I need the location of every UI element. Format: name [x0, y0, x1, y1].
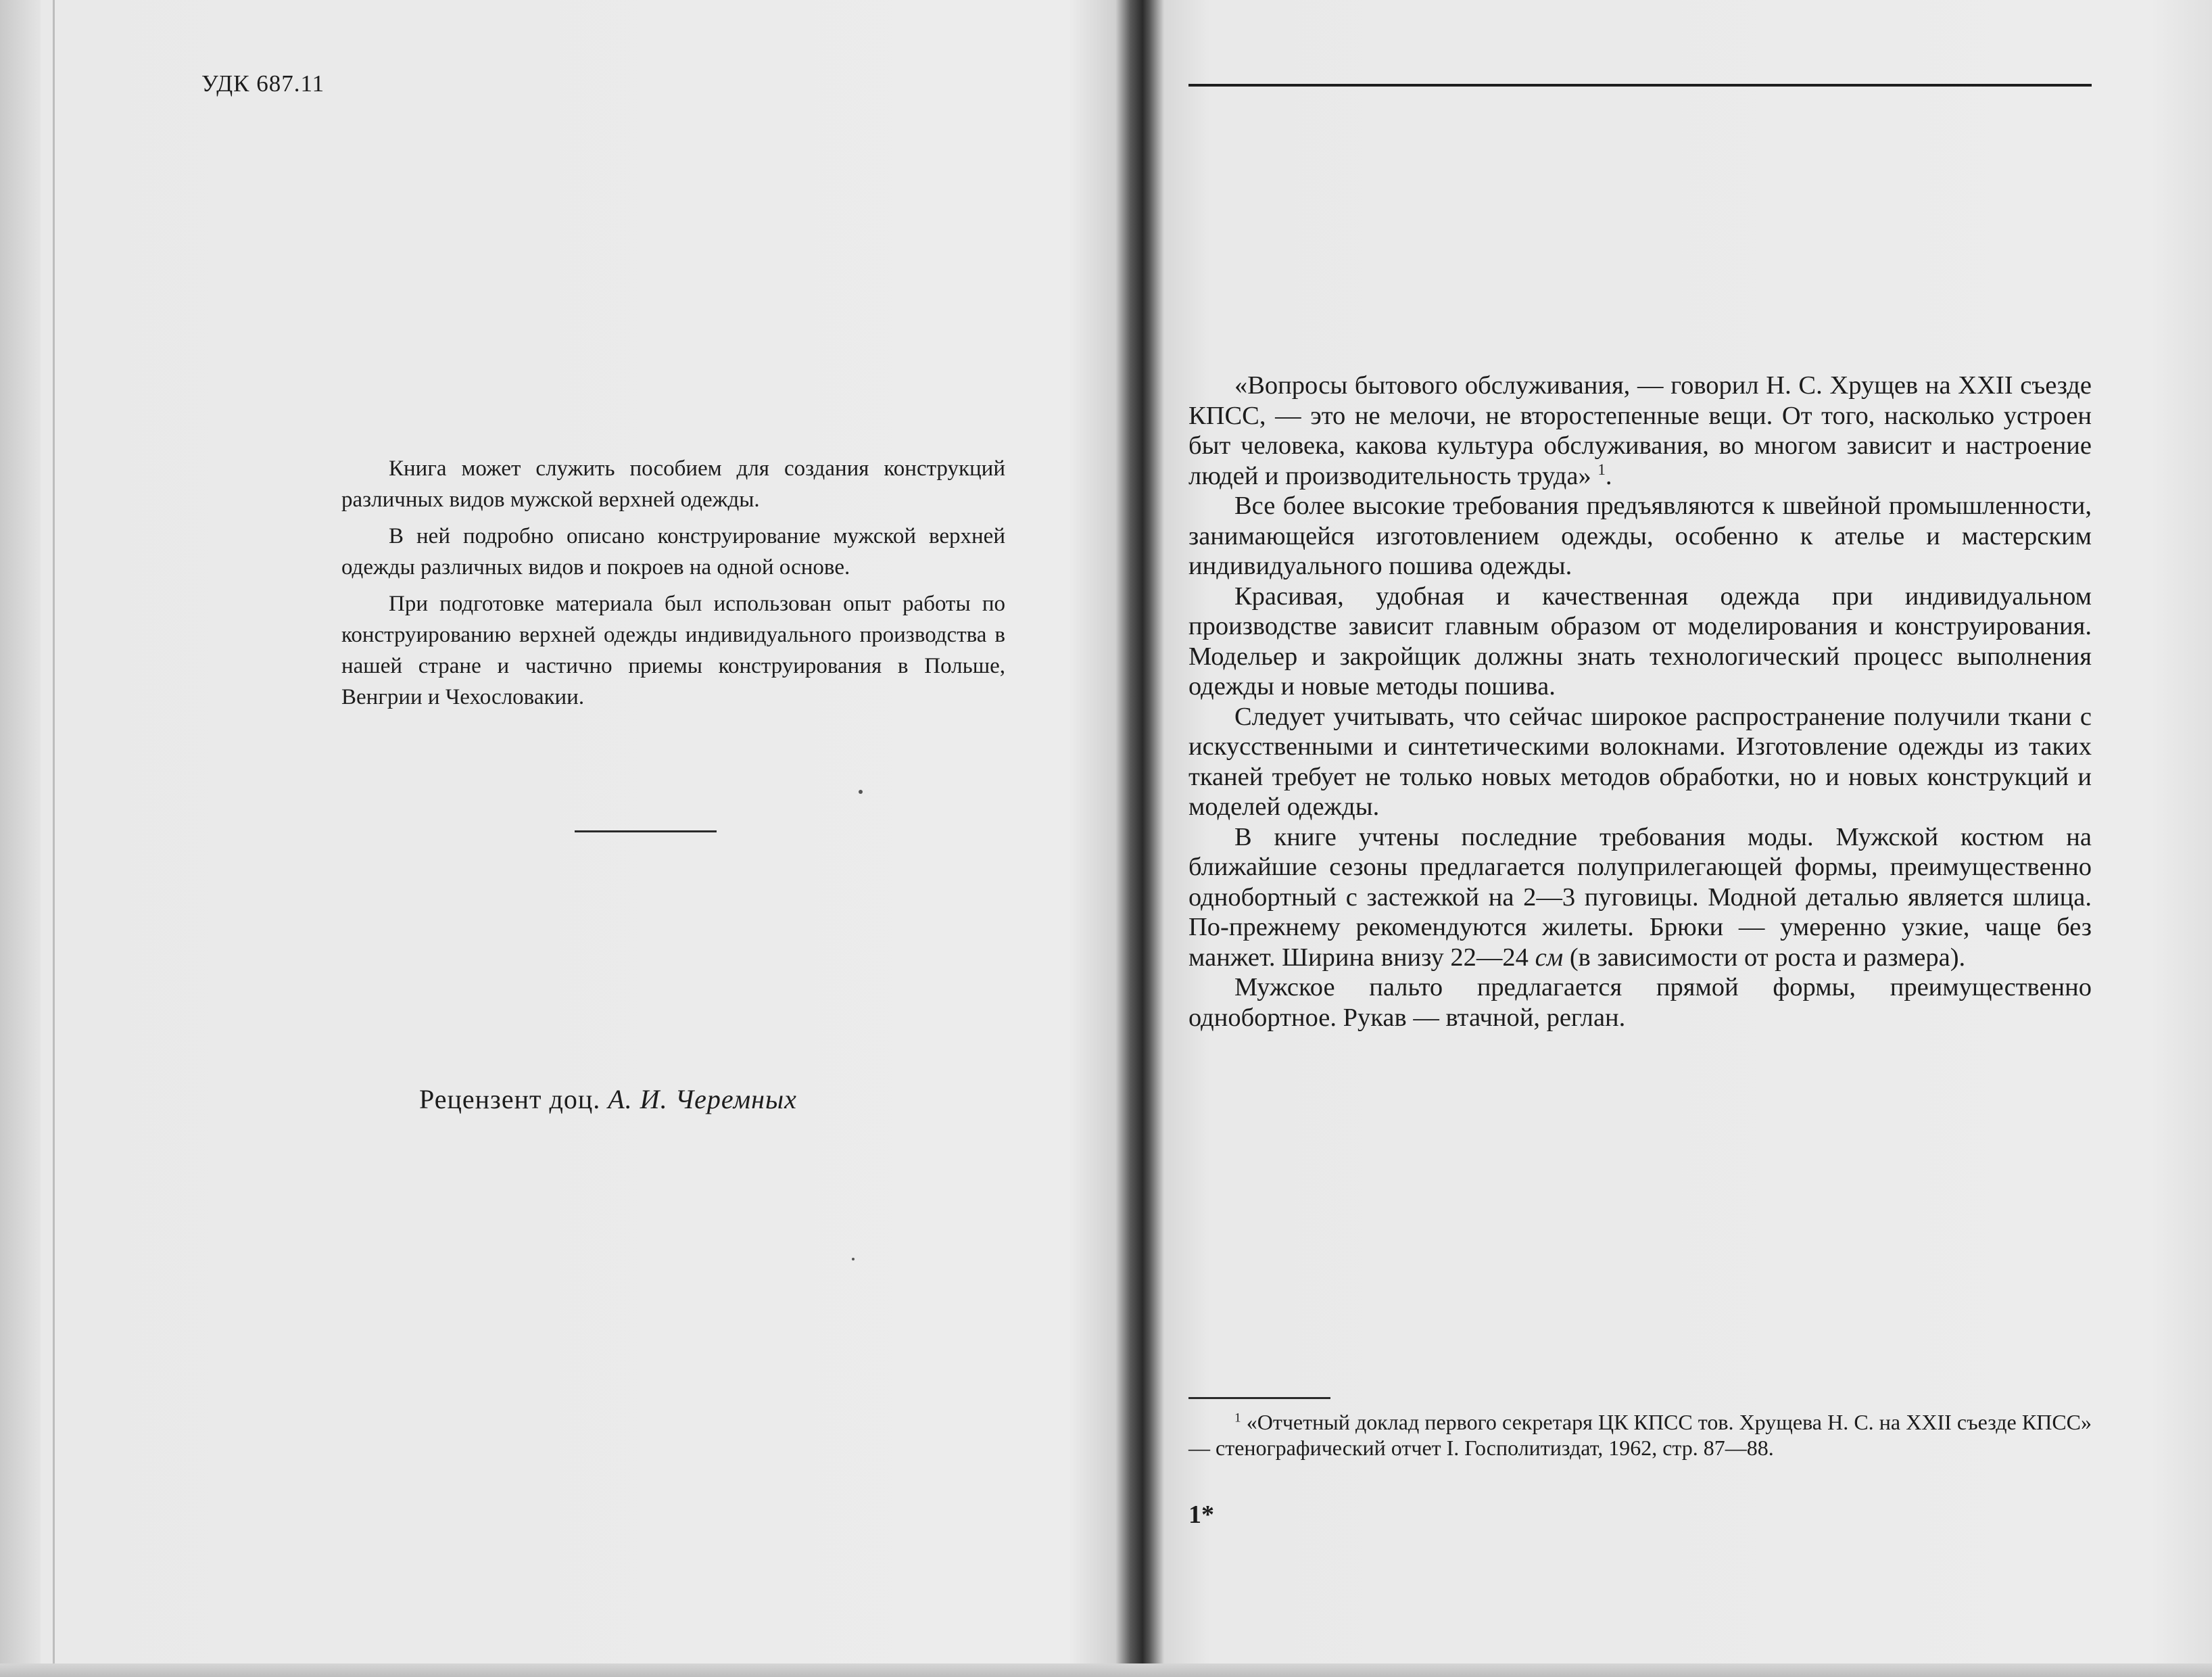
preface-text — [1188, 371, 2092, 1033]
header-rule — [1188, 84, 2092, 87]
page-bottom-edge — [0, 1663, 2212, 1677]
footnote-ref[interactable]: 1 — [1597, 460, 1606, 478]
reviewer-name: А. И. Черемных — [608, 1084, 797, 1114]
unit-cm: см — [1535, 943, 1564, 972]
reviewer-label: Рецензент доц. — [419, 1084, 601, 1114]
annotation-paragraph: При подготовке материала был использован опыт работы по конструированию верхней одежды индивидуального производства в нашей стране и частично приемы конструирования в Польше, Венгрии и Чехословакии. — [341, 592, 1005, 709]
footnote-marker: 1 — [1234, 1411, 1241, 1425]
footnote-text — [1188, 1409, 2092, 1461]
signature-mark: 1* — [1188, 1501, 1214, 1529]
quote-text: «Вопросы бытового обслуживания, — говорил Н. С. Хрущев на XXII съезде КПСС, — это не мелочи, не второстепенные вещи. От того, насколько устроен быт человека, какова культура обслуживания, во многом зависит и настроение людей и производительность труда» — [1188, 371, 2092, 490]
fashion-text-tail: (в зависимости от роста и размера). — [1569, 943, 1966, 972]
book-annotation — [341, 453, 1005, 718]
annotation-divider — [575, 830, 717, 832]
print-speck — [859, 790, 863, 794]
preface-paragraph — [1188, 822, 2092, 973]
reviewer-line — [419, 1083, 960, 1115]
annotation-paragraph: Книга может служить пособием для создания конструкций различных видов мужской верхней одежды. — [341, 456, 1005, 512]
footnote — [1188, 1409, 2092, 1461]
page-edge-left — [0, 0, 41, 1677]
print-speck — [852, 1258, 855, 1260]
annotation-paragraph: В ней подробно описано конструирование мужской верхней одежды различных видов и покроев на одной основе. — [341, 524, 1005, 580]
footnote-body: «Отчетный доклад первого секретаря ЦК КПСС тов. Хрущева Н. С. на XXII съезде КПСС» — стенографический отчет I. Госполитиздат, 1962, стр. 87—88. — [1188, 1410, 2092, 1460]
preface-paragraph: Красивая, удобная и качественная одежда при индивидуальном производстве зависит главным образом от моделирования и конструирования. Модельер и закройщик должны знать технологический процесс выполнения одежды и новые методы пошива. — [1188, 582, 2092, 701]
footnote-rule — [1188, 1397, 1330, 1399]
left-page — [54, 0, 1115, 1677]
preface-paragraph: «Вопросы бытового обслуживания, — говорил Н. С. Хрущев на XXII съезде КПСС, — это не мелочи, не второстепенные вещи. От того, насколько устроен быт человека, какова культура обслуживания, во многом зависит и настроение людей и производительность труда» $^1$. — [1188, 371, 2092, 490]
right-page — [1163, 0, 2212, 1677]
udk-code: УДК 687.11 — [201, 70, 325, 97]
preface-paragraph: Следует учитывать, что сейчас широкое распространение получили ткани с искусственными и синтетическими волокнами. Изготовление одежды из таких тканей требует не только новых методов обработки, но и новых конструкций и моделей одежды. — [1188, 702, 2092, 821]
preface-paragraph: Мужское пальто предлагается прямой формы, преимущественно однобортное. Рукав — втачной, реглан. — [1188, 973, 2092, 1032]
preface-paragraph: Все более высокие требования предъявляются к швейной промышленности, занимающейся изготовлением одежды, особенно к ателье и мастерским индивидуального пошива одежды. — [1188, 492, 2092, 580]
fashion-text: В книге учтены последние требования моды. Мужской костюм на ближайшие сезоны предлагается полуприлегающей формы, преимущественно однобортный с застежкой на 2—3 пуговицы. Модной деталью является шлица. По-прежнему рекомендуются жилеты. Брюки — умеренно узкие, чаще без манжет. Ширина внизу 22—24 — [1188, 822, 2092, 972]
